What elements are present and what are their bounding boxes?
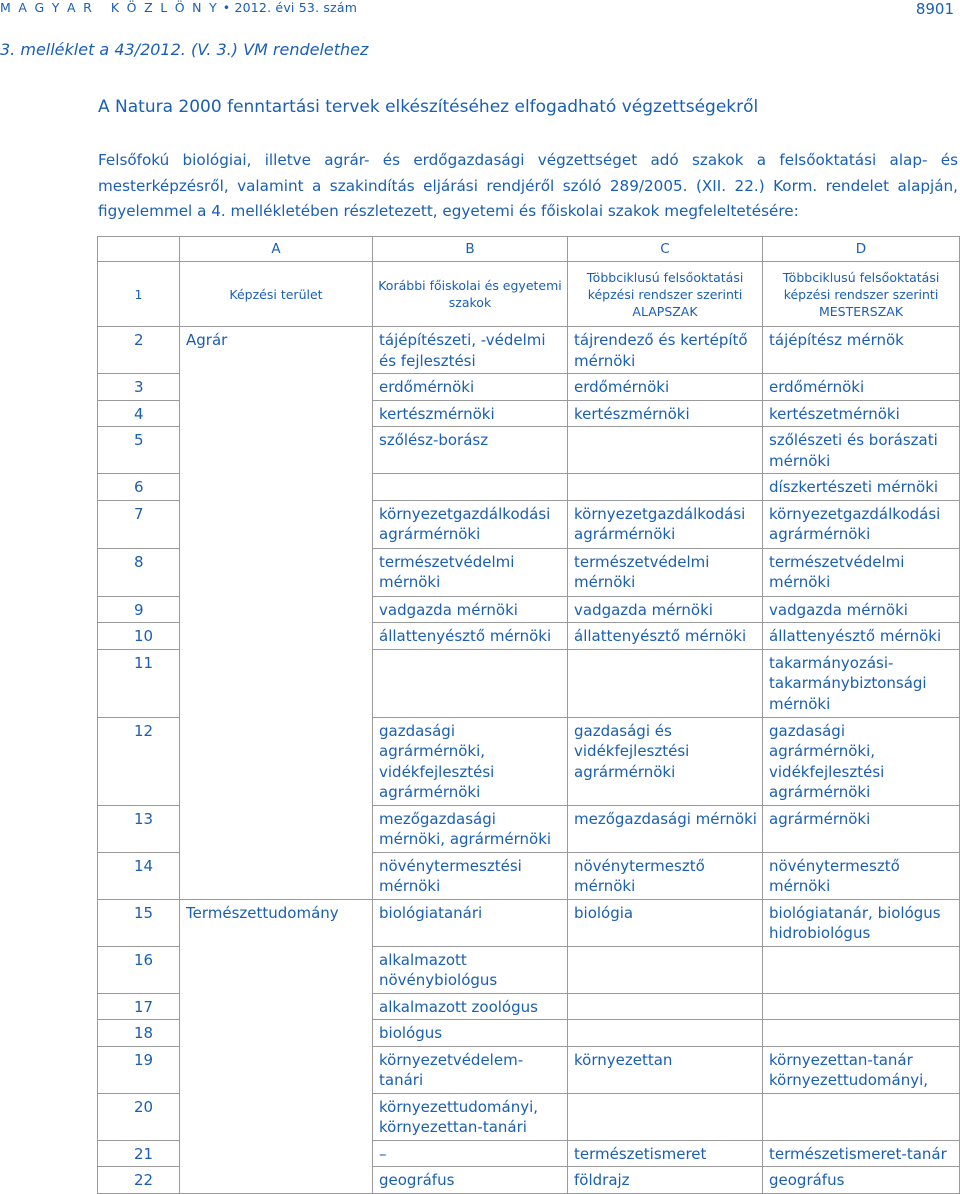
bachelor-cell	[568, 474, 763, 501]
former-program-cell: környezetgazdálkodási agrármérnöki	[373, 500, 568, 548]
former-program-cell: biológus	[373, 1020, 568, 1047]
bachelor-cell: mezőgazdasági mérnöki	[568, 805, 763, 852]
master-cell: tájépítész mérnök	[763, 327, 960, 374]
bachelor-cell: gazdasági és vidékfejlesztési agrármérnöki	[568, 717, 763, 805]
bachelor-cell	[568, 1093, 763, 1140]
former-program-cell: alkalmazott növénybiológus	[373, 946, 568, 993]
row-number: 7	[98, 500, 180, 548]
bachelor-cell: növénytermesztő mérnöki	[568, 852, 763, 899]
header-bullet: •	[222, 0, 231, 15]
former-program-cell: biológiatanári	[373, 899, 568, 946]
master-cell: gazdasági agrármérnöki, vidékfejlesztési agrármérnöki	[763, 717, 960, 805]
row-number: 5	[98, 427, 180, 474]
row-number: 13	[98, 805, 180, 852]
master-cell: kertészetmérnöki	[763, 400, 960, 427]
bachelor-cell: erdőmérnöki	[568, 374, 763, 401]
bachelor-cell: állattenyésztő mérnöki	[568, 623, 763, 650]
header-row-number: 1	[98, 262, 180, 327]
bachelor-cell	[568, 946, 763, 993]
row-number: 9	[98, 596, 180, 623]
document-title: A Natura 2000 fenntartási tervek elkészítéséhez elfogadható végzettségekről	[98, 97, 759, 117]
bachelor-cell	[568, 1020, 763, 1047]
column-letter-a: A	[180, 237, 373, 262]
former-program-cell: erdőmérnöki	[373, 374, 568, 401]
former-program-cell: tájépítészeti, -védelmi és fejlesztési	[373, 327, 568, 374]
bachelor-cell: vadgazda mérnöki	[568, 596, 763, 623]
former-program-cell: alkalmazott zoológus	[373, 993, 568, 1020]
bachelor-cell: tájrendező és kertépítő mérnöki	[568, 327, 763, 374]
bachelor-cell	[568, 427, 763, 474]
master-cell: állattenyésztő mérnöki	[763, 623, 960, 650]
former-program-cell: geográfus	[373, 1167, 568, 1194]
former-program-cell: mezőgazdasági mérnöki, agrármérnöki	[373, 805, 568, 852]
column-letter-row	[98, 237, 960, 262]
running-header	[0, 0, 357, 15]
column-letter-b: B	[373, 237, 568, 262]
master-cell: biológiatanár, biológus hidrobiológus	[763, 899, 960, 946]
former-program-cell: környezetvédelem-tanári	[373, 1046, 568, 1093]
journal-name: M A G Y A R K Ö Z L Ö N Y	[0, 0, 219, 15]
issue-label: 2012. évi 53. szám	[234, 0, 358, 15]
row-number: 14	[98, 852, 180, 899]
former-program-cell: természetvédelmi mérnöki	[373, 548, 568, 596]
table-row	[98, 899, 960, 946]
bachelor-cell: környezetgazdálkodási agrármérnöki	[568, 500, 763, 548]
row-number: 11	[98, 649, 180, 717]
table-row	[98, 327, 960, 374]
header-former-programs: Korábbi főiskolai és egyetemi szakok	[373, 262, 568, 327]
former-program-cell: gazdasági agrármérnöki, vidékfejlesztési agrármérnöki	[373, 717, 568, 805]
column-letter-c: C	[568, 237, 763, 262]
master-cell	[763, 946, 960, 993]
table-header-row	[98, 262, 960, 327]
row-number: 19	[98, 1046, 180, 1093]
header-master: Többciklusú felsőoktatási képzési rendszer szerinti MESTERSZAK	[763, 262, 960, 327]
master-cell: környezettan-tanár környezettudományi,	[763, 1046, 960, 1093]
master-cell: növénytermesztő mérnöki	[763, 852, 960, 899]
row-number: 21	[98, 1140, 180, 1167]
column-letter-d: D	[763, 237, 960, 262]
former-program-cell: kertészmérnöki	[373, 400, 568, 427]
row-number: 18	[98, 1020, 180, 1047]
former-program-cell: szőlész-borász	[373, 427, 568, 474]
former-program-cell: állattenyésztő mérnöki	[373, 623, 568, 650]
former-program-cell	[373, 474, 568, 501]
row-number: 12	[98, 717, 180, 805]
master-cell: természetismeret-tanár	[763, 1140, 960, 1167]
bachelor-cell: kertészmérnöki	[568, 400, 763, 427]
master-cell: szőlészeti és borászati mérnöki	[763, 427, 960, 474]
bachelor-cell: földrajz	[568, 1167, 763, 1194]
row-number: 15	[98, 899, 180, 946]
annex-reference: 3. melléklet a 43/2012. (V. 3.) VM rendelethez	[0, 40, 369, 59]
row-number: 6	[98, 474, 180, 501]
header-bachelor: Többciklusú felsőoktatási képzési rendszer szerinti ALAPSZAK	[568, 262, 763, 327]
master-cell: erdőmérnöki	[763, 374, 960, 401]
master-cell: környezetgazdálkodási agrármérnöki	[763, 500, 960, 548]
qualifications-table	[97, 236, 960, 1194]
master-cell: természetvédelmi mérnöki	[763, 548, 960, 596]
bachelor-cell: biológia	[568, 899, 763, 946]
former-program-cell: –	[373, 1140, 568, 1167]
master-cell: takarmányozási-takarmánybiztonsági mérnöki	[763, 649, 960, 717]
master-cell	[763, 993, 960, 1020]
master-cell: vadgazda mérnöki	[763, 596, 960, 623]
training-area-cell: Agrár	[180, 327, 373, 900]
master-cell: geográfus	[763, 1167, 960, 1194]
row-number: 3	[98, 374, 180, 401]
row-number: 20	[98, 1093, 180, 1140]
row-number: 17	[98, 993, 180, 1020]
former-program-cell	[373, 649, 568, 717]
former-program-cell: növénytermesztési mérnöki	[373, 852, 568, 899]
bachelor-cell: környezettan	[568, 1046, 763, 1093]
master-cell	[763, 1093, 960, 1140]
master-cell	[763, 1020, 960, 1047]
former-program-cell: környezettudományi, környezettan-tanári	[373, 1093, 568, 1140]
row-number: 2	[98, 327, 180, 374]
former-program-cell: vadgazda mérnöki	[373, 596, 568, 623]
row-number: 8	[98, 548, 180, 596]
corner-cell	[98, 237, 180, 262]
bachelor-cell: természetismeret	[568, 1140, 763, 1167]
bachelor-cell	[568, 649, 763, 717]
row-number: 22	[98, 1167, 180, 1194]
master-cell: agrármérnöki	[763, 805, 960, 852]
intro-paragraph: Felsőfokú biológiai, illetve agrár- és erdőgazdasági végzettséget adó szakok a felsőoktatási alap- és mesterképzésről, valamint a szakindítás eljárási rendjéről szóló 289/2005. (XII. 22.) Korm. rendelet alapján, figyelemmel a 4. mellékletében részletezett, egyetemi és főiskolai szakok megfeleltetésére:	[98, 151, 958, 220]
page-number: 8901	[915, 0, 954, 18]
bachelor-cell	[568, 993, 763, 1020]
row-number: 4	[98, 400, 180, 427]
master-cell: díszkertészeti mérnöki	[763, 474, 960, 501]
header-training-area: Képzési terület	[180, 262, 373, 327]
bachelor-cell: természetvédelmi mérnöki	[568, 548, 763, 596]
row-number: 10	[98, 623, 180, 650]
training-area-cell: Természettudomány	[180, 899, 373, 1193]
row-number: 16	[98, 946, 180, 993]
